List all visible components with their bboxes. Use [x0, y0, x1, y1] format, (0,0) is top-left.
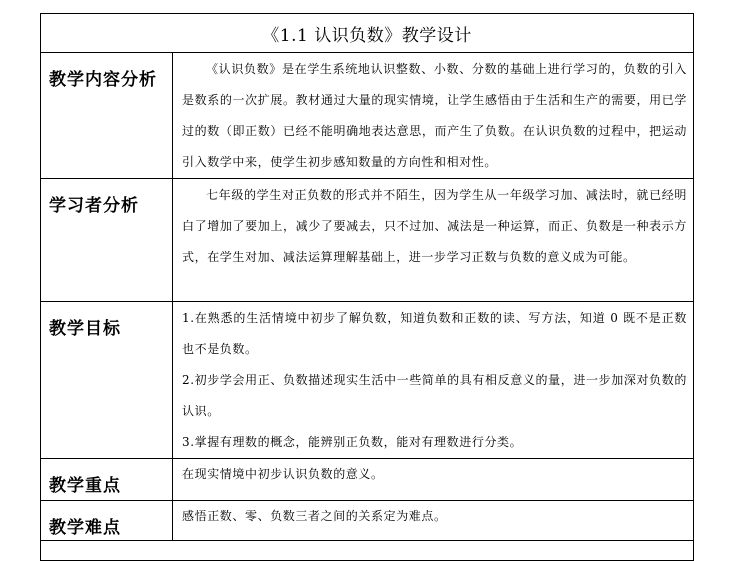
table-row-empty [41, 541, 694, 561]
table-row [41, 53, 694, 179]
goal-item: 1.在熟悉的生活情境中初步了解负数，知道负数和正数的读、写方法，知道 0 既不是正数也不是负数。 [182, 311, 688, 356]
row-label-difficult-point: 教学难点 [41, 501, 173, 541]
paragraph: 七年级的学生对正负数的形式并不陌生，因为学生从一年级学习加、减法时，就已经明白了增加了要加上，减少了要减去，只不过加、减法是一种运算，而正、负数是一种表示方式，在学生对加、减法运算理解基础上，进一步学习正数与负数的意义成为可能。 [182, 188, 688, 264]
empty-cell [41, 541, 694, 561]
document-title: 《1.1 认识负数》教学设计 [41, 14, 694, 53]
table-row [41, 459, 694, 501]
table-row [41, 302, 694, 459]
goal-item: 3.掌握有理数的概念，能辨别正负数，能对有理数进行分类。 [182, 435, 523, 449]
row-text-key-point: 在现实情境中初步认识负数的意义。 [173, 459, 694, 501]
row-label-key-point: 教学重点 [41, 459, 173, 501]
title-row [41, 14, 694, 53]
goal-item: 2.初步学会用正、负数描述现实生活中一些简单的具有相反意义的量，进一步加深对负数的认识。 [182, 373, 688, 418]
row-label-content-analysis: 教学内容分析 [41, 53, 173, 179]
table-row [41, 501, 694, 541]
lesson-design-table [40, 13, 694, 561]
row-text-learner-analysis [173, 179, 694, 302]
row-label-learner-analysis: 学习者分析 [41, 179, 173, 302]
row-text-teaching-goals [173, 302, 694, 459]
row-text-content-analysis [173, 53, 694, 179]
row-label-teaching-goals: 教学目标 [41, 302, 173, 459]
paragraph: 《认识负数》是在学生系统地认识整数、小数、分数的基础上进行学习的，负数的引入是数系的一次扩展。教材通过大量的现实情境，让学生感悟由于生活和生产的需要，用已学过的数（即正数）已经不能明确地表达意思，而产生了负数。在认识负数的过程中，把运动引入数学中来，使学生初步感知数量的方向性和相对性。 [182, 62, 688, 169]
row-text-difficult-point: 感悟正数、零、负数三者之间的关系定为难点。 [173, 501, 694, 541]
table-row [41, 179, 694, 302]
